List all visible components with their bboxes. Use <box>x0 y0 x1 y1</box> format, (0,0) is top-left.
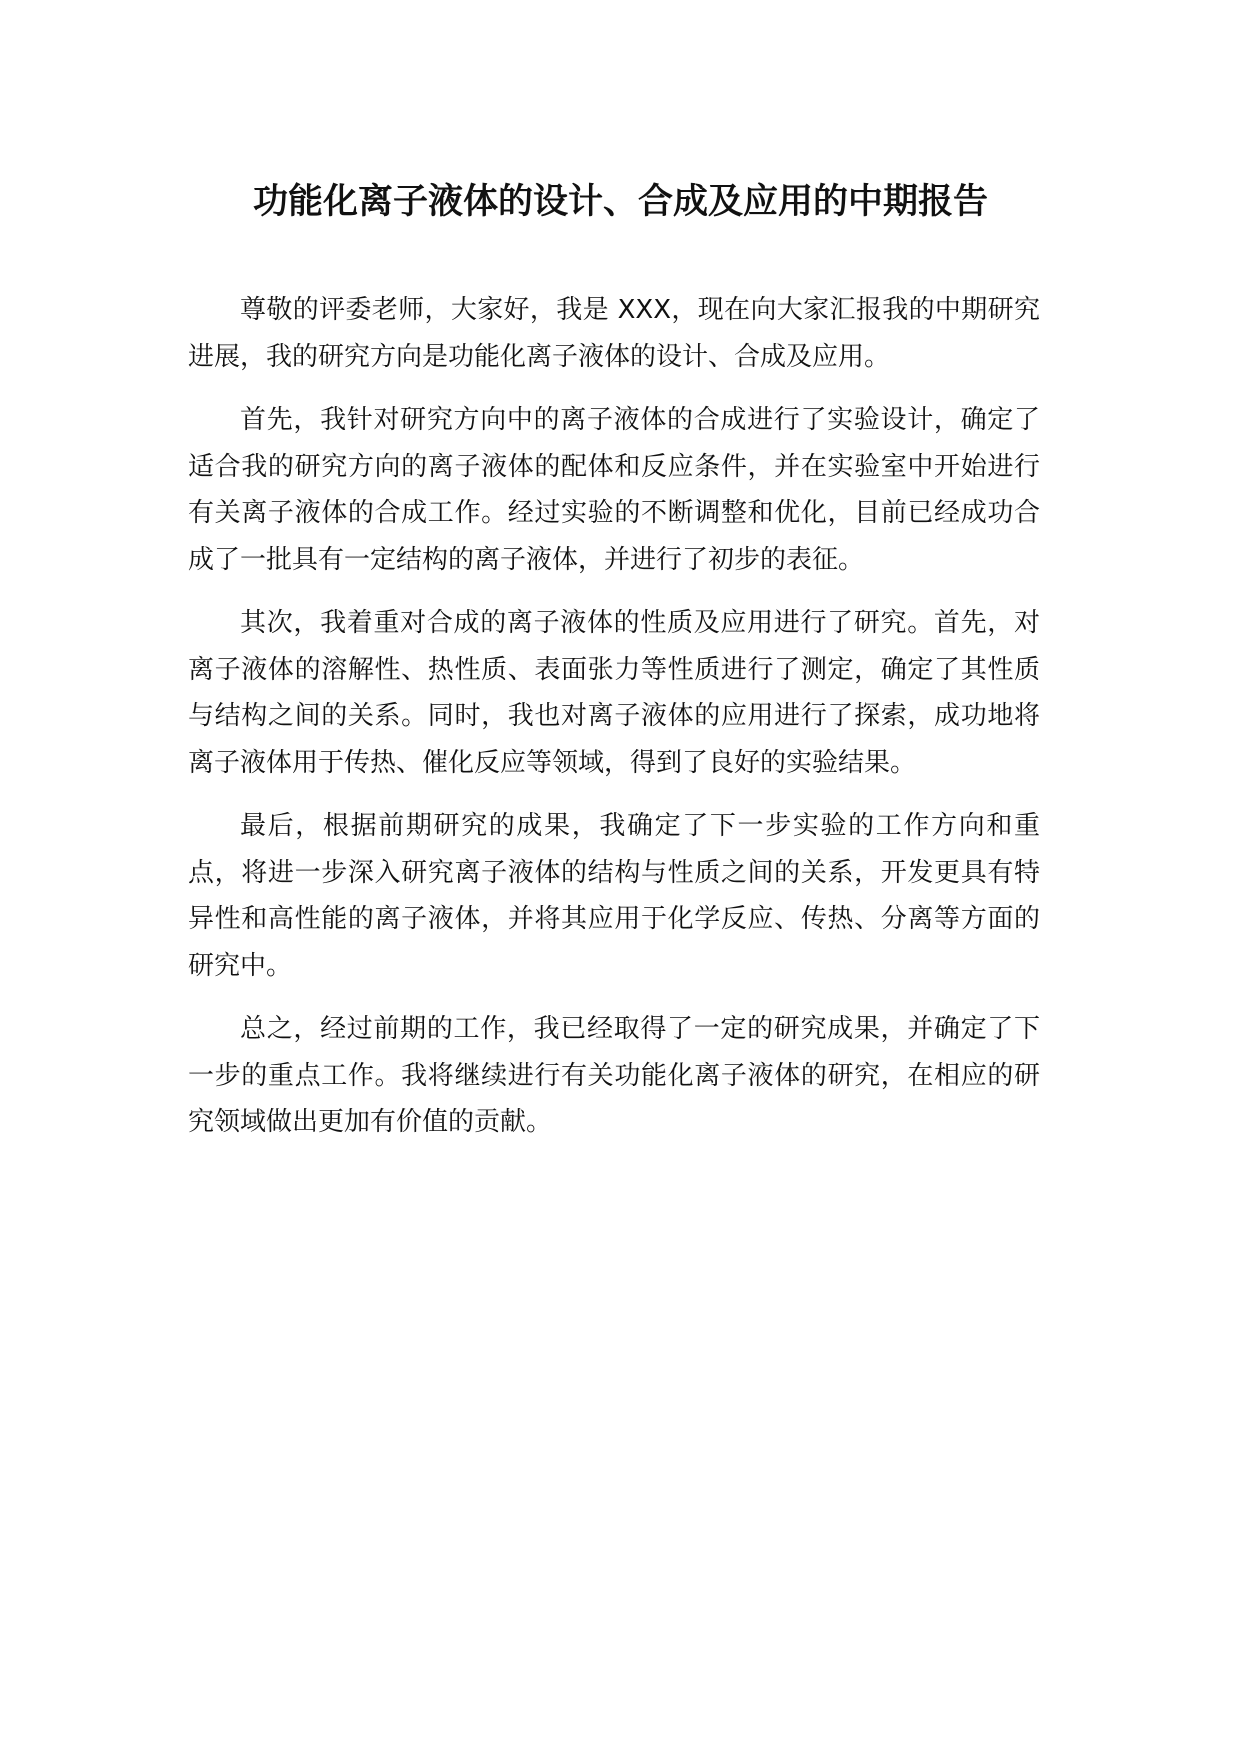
document-body <box>188 287 1040 1163</box>
paragraph-next-steps: 最后，根据前期研究的成果，我确定了下一步实验的工作方向和重点，将进一步深入研究离子液体的结构与性质之间的关系，开发更具有特异性和高性能的离子液体，并将其应用于化学反应、传热、分离等方面的研究中。 <box>188 811 1040 981</box>
paragraph-properties: 其次，我着重对合成的离子液体的性质及应用进行了研究。首先，对离子液体的溶解性、热性质、表面张力等性质进行了测定，确定了其性质与结构之间的关系。同时，我也对离子液体的应用进行了探索，成功地将离子液体用于传热、催化反应等领域，得到了良好的实验结果。 <box>188 608 1040 778</box>
paragraph-synthesis: 首先，我针对研究方向中的离子液体的合成进行了实验设计，确定了适合我的研究方向的离子液体的配体和反应条件，并在实验室中开始进行有关离子液体的合成工作。经过实验的不断调整和优化，目前已经成功合成了一批具有一定结构的离子液体，并进行了初步的表征。 <box>188 405 1040 575</box>
paragraph-greeting: 尊敬的评委老师，大家好，我是 XXX，现在向大家汇报我的中期研究进展，我的研究方向是功能化离子液体的设计、合成及应用。 <box>188 295 1040 372</box>
document-title: 功能化离子液体的设计、合成及应用的中期报告 <box>252 182 988 222</box>
paragraph-conclusion: 总之，经过前期的工作，我已经取得了一定的研究成果，并确定了下一步的重点工作。我将继续进行有关功能化离子液体的研究，在相应的研究领域做出更加有价值的贡献。 <box>188 1014 1040 1137</box>
